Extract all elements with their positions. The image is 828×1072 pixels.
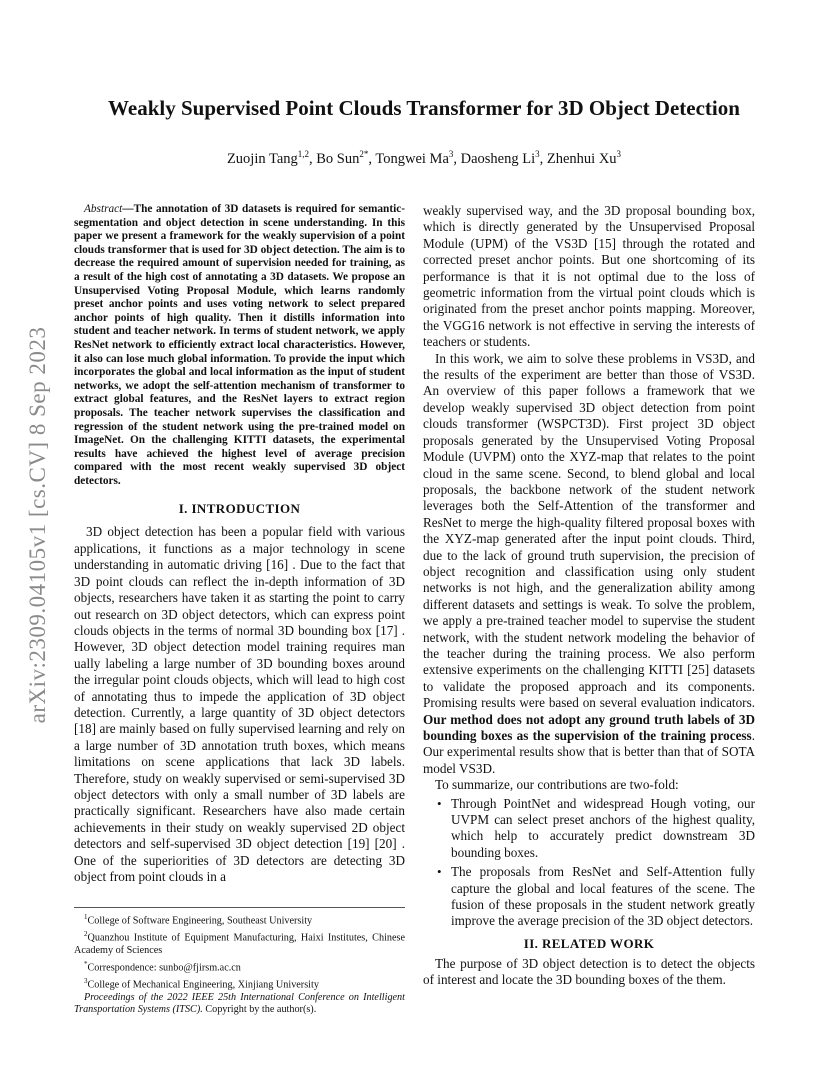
proceedings-note: Proceedings of the 2022 IEEE 25th International Conference on Intelligent Transportation Systems (ITSC). Copyright by the author(s). — [74, 991, 405, 1016]
arxiv-stamp-text: arXiv:2309.04105v1 [cs.CV] 8 Sep 2023 — [25, 326, 50, 724]
footnote: *Correspondence: sunbo@fjirsm.ac.cn — [84, 959, 241, 973]
author: Daosheng Li$^3$, — [460, 149, 547, 167]
footnote: $^2$Quanzhou Institute of Equipment Manufacturing, Haixi Institutes, Chinese Academy of Sciences — [74, 929, 405, 956]
abstract-paragraph: Abstract—The annotation of 3D datasets is required for semantic-segmentation and object detection in scene understanding. In this paper we present a framework for the weakly supervision of a point clouds transformer that is used for 3D object detection. The aim is to decrease the required amount of supervision needed for training, as a result of the high cost of annotating a 3D datasets. We propose an Unsupervised Voting Proposal Module, which learns randomly preset anchor points and uses voting network to select prepared anchor points of high quality. Then it distills information into student and teacher network. In terms of student network, we apply ResNet network to efficiently extract local characteristics. However, it also can lose much global information. To provide the input which incorporates the global and local information as the input of student networks, we adopt the self-attention mechanism of transformer to extract global features, and the ResNet layers to extract region proposals. The teacher network supervises the classification and regression of the student network using the pre-trained model on ImageNet. On the challenging KITTI datasets, the experimental results have achieved the highest level of average precision compared with the most recent weakly supervised 3D object detectors. — [74, 203, 405, 487]
list-item: • Through PointNet and widespread Hough voting, our UVPM can select preset anchors of the highest quality, which help to accurately predict downstream 3D bounding boxes. — [437, 795, 755, 860]
related-work-paragraph: The purpose of 3D object detection is to detect the objects of interest and locate the 3D bounding boxes of the them. — [423, 955, 755, 988]
author: Zuojin Tang$^{1,2}$, — [226, 149, 317, 167]
abstract — [74, 203, 405, 488]
contributions-intro: To summarize, our contributions are two-fold: — [435, 777, 679, 793]
footnote: $^1$College of Software Engineering, Southeast University — [84, 913, 313, 927]
intro-paragraph-2: In this work, we aim to solve these problems in VS3D, and the results of the experiment are better than those of VS3D. An overview of this paper follows a framework that we develop weakly supervised 3D object detection from point clouds transformer (WSPCT3D). First project 3D object proposals generated by the Unsupervised Voting Proposal Module (UVPM) onto the XYZ-map that relates to the point cloud in the same scene. Second, to blend global and local proposals, the backbone network of the student network leverages both the Self-Attention of the transformer and ResNet to merge the high-quality filtered proposal boxes with the XYZ-map generated after the input point clouds. Third, due to the lack of ground truth supervision, the precision of object recognition and classification using only student networks is not high, and the generalization ability among different datasets and settings is weak. To solve the problem, we apply a pre-trained teacher model to supervise the student network, with the student network modeling the behavior of the teacher during the training process. We also perform extensive experiments on the challenging KITTI [25] datasets to validate the proposed approach and its components. Promising results were based on several evaluation indicators. Our method does not adopt any ground truth labels of 3D bounding boxes as the supervision of the training process. Our experimental results show that is better than that of SOTA model VS3D. — [423, 350, 755, 776]
bullet-icon: • — [437, 795, 442, 811]
footnotes — [74, 907, 405, 1017]
left-column — [74, 203, 405, 885]
intro-paragraph-1: 3D object detection has been a popular field with various applications, it functions as a major technology in scene understanding in automatic driving [16] . Due to the fact that 3D point clouds can reflect the in-depth information of 3D objects, researchers have taken it as starting the point to carry out research on 3D object detectors, which can express point clouds objects in the terms of normal 3D bounding box [17] . However, 3D object detection model training requires man ually labeling a large number of 3D bounding boxes around the irregular point clouds objects, which will lead to high cost of annotating thus to impede the application of 3D object detection. Currently, a large quantity of 3D object detectors [18] are mainly based on fully supervised learning and rely on a large number of 3D annotation truth boxes, which means limitations on scene applications that lack 3D labels. Therefore, study on weakly supervised or semi-supervised 3D object detectors with only a small number of 3D labels are practically significant. Researchers have also made certain achievements in their study on weakly supervised 2D object detectors and self-supervised 3D object detection [19] [20] . One of the superiorities of 3D detectors are detecting 3D object from point clouds in a — [74, 524, 405, 884]
author-list — [74, 146, 774, 167]
section-heading-introduction: I. INTRODUCTION — [178, 501, 301, 517]
author: Bo Sun$^{2*}$, — [316, 149, 376, 167]
section-heading-related-work: II. RELATED WORK — [523, 935, 655, 951]
arxiv-stamp — [18, 290, 58, 760]
author: Zhenhui Xu$^3$ — [546, 149, 622, 167]
paper-title: Weakly Supervised Point Clouds Transformer for 3D Object Detection — [108, 96, 740, 120]
abstract-label: Abstract — [84, 203, 123, 215]
bullet-icon: • — [437, 864, 442, 880]
contributions-list — [423, 796, 755, 930]
intro-paragraph-1-continued: weakly supervised way, and the 3D proposal bounding box, which is directly generated by the Unsupervised Proposal Module (UPM) of the VS3D [15] through the rotated and corrected preset anchor points. But one shortcoming of its performance is that it is not optimal due to the loss of geometric information from the virtual point clouds which is originated from the preset anchor points mapping. Moreover, the VGG16 network is not effective in serving the interests of teachers or students. — [423, 203, 755, 350]
footnote: $^3$College of Mechanical Engineering, Xinjiang University — [84, 976, 319, 990]
right-column — [423, 203, 755, 989]
bold-claim: Our method does not adopt any ground truth labels of 3D bounding boxes as the supervision of the training process — [423, 711, 755, 743]
author: Tongwei Ma$^3$, — [375, 149, 461, 167]
abstract-text: The annotation of 3D datasets is required for semantic-segmentation and object detection in scene understanding. In this paper we present a framework for the weakly supervision of a point clouds transformer that is used for 3D object detection. The aim is to decrease the required amount of supervision needed for training, as a result of the high cost of annotating a 3D datasets. We propose an Unsupervised Voting Proposal Module, which learns randomly preset anchor points and uses voting network to select prepared anchor points of high quality. Then it distills information into student and teacher network. In terms of student network, we apply ResNet network to efficiently extract local characteristics. However, it also can lose much global information. To provide the input which incorporates the global and local information as the input of student networks, we adopt the self-attention mechanism of transformer to extract global features, and the ResNet layers to extract region proposals. The teacher network supervises the classification and regression of the student network using the pre-trained model on ImageNet. On the challenging KITTI datasets, the experimental results have achieved the highest level of average precision compared with the most recent weakly supervised 3D object detectors. — [74, 203, 405, 487]
list-item: • The proposals from ResNet and Self-Attention fully capture the global and local features of the scene. The fusion of these proposals in the student network greatly improve the average precision of the 3D object detectors. — [437, 864, 755, 929]
